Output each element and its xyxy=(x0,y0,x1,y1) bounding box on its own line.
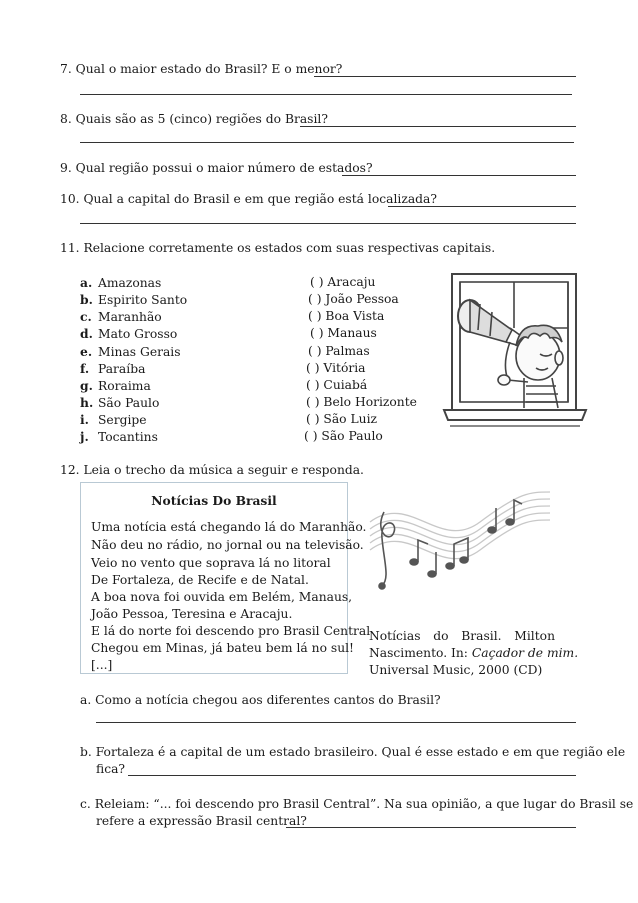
answer-line[interactable] xyxy=(128,775,576,776)
question-12: 12. Leia o trecho da música a seguir e responda. xyxy=(60,463,364,477)
lyrics-line: Não deu no rádio, no jornal ou na televisão. xyxy=(91,538,364,552)
citation-line: Universal Music, 2000 (CD) xyxy=(369,663,543,677)
answer-line[interactable] xyxy=(80,142,574,143)
capital-item[interactable]: ( ) Belo Horizonte xyxy=(306,395,417,409)
state-item: h. São Paulo xyxy=(80,395,160,410)
lyrics-line: João Pessoa, Teresina e Aracaju. xyxy=(91,607,293,621)
question-b-line1: b. Fortaleza é a capital de um estado brasileiro. Qual é esse estado e em que região ele xyxy=(80,745,626,759)
capital-item[interactable]: ( ) Vitória xyxy=(306,361,366,375)
state-item: e. Minas Gerais xyxy=(80,344,181,359)
state-item: g. Roraima xyxy=(80,378,151,393)
state-item: i. Sergipe xyxy=(80,412,147,427)
answer-line[interactable] xyxy=(80,94,572,95)
answer-line[interactable] xyxy=(286,827,576,828)
state-item: b. Espirito Santo xyxy=(80,292,188,307)
question-c-line2: refere a expressão Brasil central? xyxy=(96,814,307,828)
lyrics-line: De Fortaleza, de Recife e de Natal. xyxy=(91,573,309,587)
answer-line[interactable] xyxy=(300,126,576,127)
question-10: 10. Qual a capital do Brasil e em que região está localizada? xyxy=(60,192,437,206)
state-item: d. Mato Grosso xyxy=(80,326,178,341)
capital-item[interactable]: ( ) Boa Vista xyxy=(308,309,385,323)
capital-item[interactable]: ( ) Cuiabá xyxy=(306,378,368,392)
question-a: a. Como a notícia chegou aos diferentes cantos do Brasil? xyxy=(80,693,441,707)
capital-item[interactable]: ( ) Palmas xyxy=(308,344,370,358)
question-b-line2: fica? xyxy=(96,762,126,776)
state-item: a. Amazonas xyxy=(80,275,162,290)
capital-item[interactable]: ( ) João Pessoa xyxy=(308,292,399,306)
lyrics-title: Notícias Do Brasil xyxy=(151,493,277,508)
question-c-line1: c. Releiam: “... foi descendo pro Brasil Central”. Na sua opinião, a que lugar do Brasil se xyxy=(80,797,634,811)
capital-item[interactable]: ( ) Manaus xyxy=(310,326,377,340)
lyrics-line: E lá do norte foi descendo pro Brasil Central xyxy=(91,624,371,638)
citation-line: Nascimento. In: Caçador de mim. xyxy=(369,646,579,660)
question-8: 8. Quais são as 5 (cinco) regiões do Brasil? xyxy=(60,112,328,126)
boy-with-spyglass-illustration xyxy=(440,268,590,436)
music-notes-illustration xyxy=(360,482,560,622)
answer-line[interactable] xyxy=(314,76,576,77)
lyrics-line: A boa nova foi ouvida em Belém, Manaus, xyxy=(91,590,353,604)
answer-line[interactable] xyxy=(96,722,576,723)
capital-item[interactable]: ( ) São Luiz xyxy=(306,412,377,426)
question-7: 7. Qual o maior estado do Brasil? E o menor? xyxy=(60,62,343,76)
answer-line[interactable] xyxy=(388,206,576,207)
state-item: c. Maranhão xyxy=(80,309,162,324)
capital-item[interactable]: ( ) Aracaju xyxy=(310,275,376,289)
answer-line[interactable] xyxy=(342,175,576,176)
lyrics-line: Uma notícia está chegando lá do Maranhão. xyxy=(91,520,367,534)
question-11: 11. Relacione corretamente os estados com suas respectivas capitais. xyxy=(60,241,496,255)
citation-line: Notícias do Brasil. Milton xyxy=(369,629,555,643)
lyrics-line: Veio no vento que soprava lá no litoral xyxy=(91,556,331,570)
state-item: f. Paraíba xyxy=(80,361,146,376)
lyrics-line: Chegou em Minas, já bateu bem lá no sul! xyxy=(91,641,354,655)
capital-item[interactable]: ( ) São Paulo xyxy=(304,429,383,443)
state-item: j. Tocantins xyxy=(80,429,158,444)
lyrics-line: [...] xyxy=(91,658,113,672)
question-9: 9. Qual região possui o maior número de estados? xyxy=(60,161,373,175)
answer-line[interactable] xyxy=(80,223,576,224)
lyrics-box xyxy=(80,482,371,674)
